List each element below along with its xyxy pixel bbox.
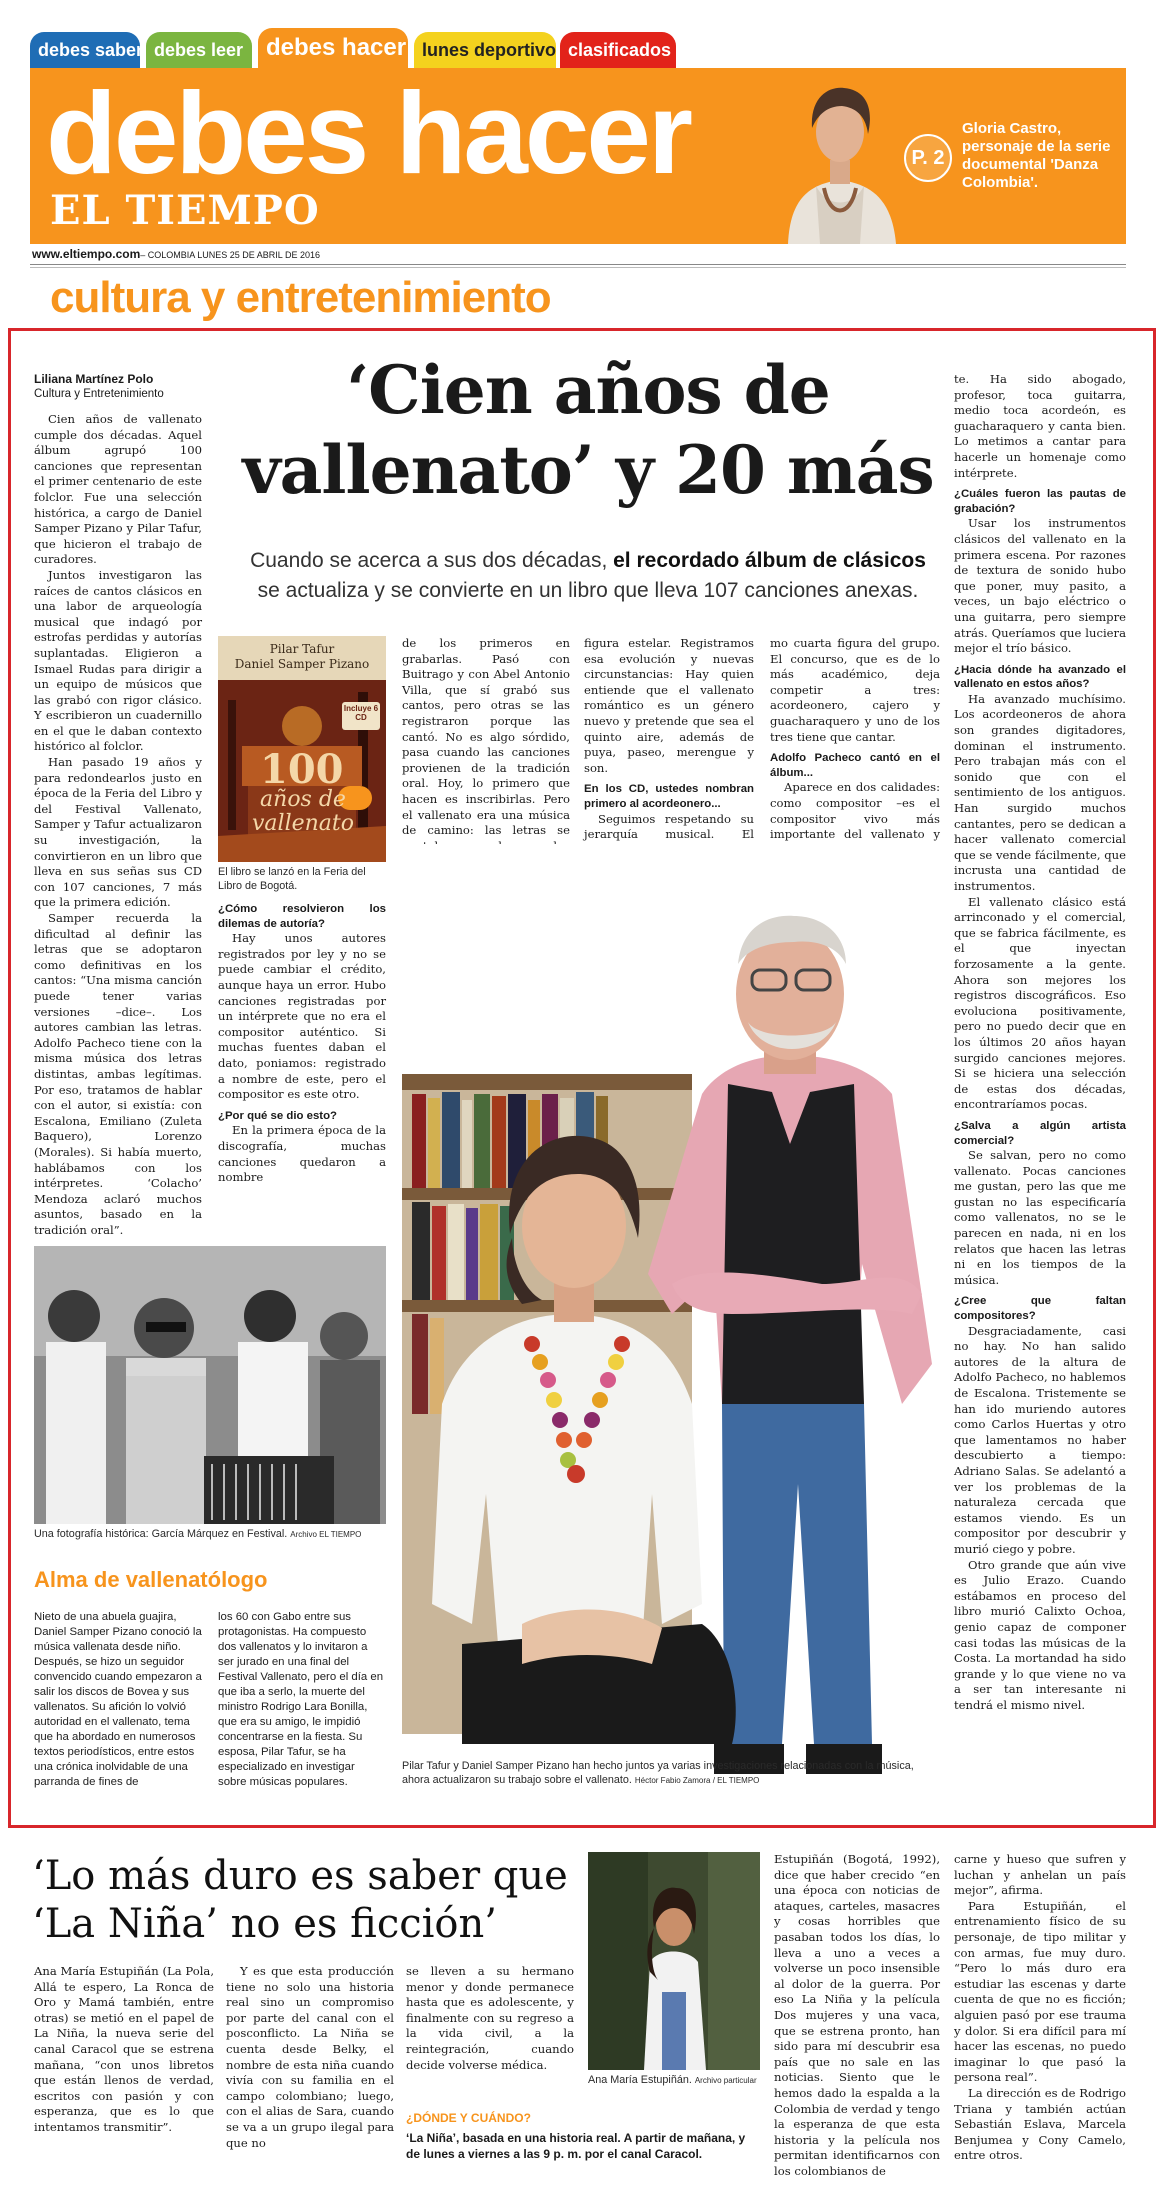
masthead-band xyxy=(30,68,1126,244)
dateline: – COLOMBIA LUNES 25 DE ABRIL DE 2016 xyxy=(140,250,320,260)
second-col-5: carne y hueso que sufren y luchan y anhelan un país mejor”, afirma. Para Estupiñán, el entrenamiento físico de su personaje, de tipo militar y con armas, fue muy duro. “Pero lo más duro era estudiar las escenas y darte cuenta de que no es ficción; alguien pasó por ese trauma y dolor. Si era difícil para mí hacer las escenas, no puedo imaginar lo que pasó la persona real”. La dirección es de Rodrigo Triana y también actúan Sebastián Eslava, Marcela Benjumea y Cony Camelo, entre otros. xyxy=(954,1852,1126,2163)
book-authors: Pilar Tafur Daniel Samper Pizano xyxy=(234,642,370,671)
article-col-6: te. Ha sido abogado, profesor, toca guitarra, medio toca acordeón, es guacharaquero y canta bien. Lo metimos a cantar para hacerle un homenaje como intérprete. ¿Cuáles fueron las pautas de grabación? Usar los instrumentos clásicos del vallenato en la primera escena. Por razones de textura de sonido hubo que poner, muy pasito, a veces, un bajo eléctrico o una guitarra, pero siempre atrás. Queríamos que luciera mejor el trío básico. ¿Hacia dónde ha avanzado el vallenato en estos años? Ha avanzado muchísimo. Los acordeoneros de ahora son grandes digitadores, dominan el instrumento. Pero trabajan más con el sonido que con el sentimiento de los antiguos. Han surgido muchos cantantes, pero se dedican a hacer vallenato comercial que se vende fácilmente, que incrusta una cantidad de instrumentos. El vallenato clásico está arrinconado y el comercial, que se fabrica fácilmente, es el que inyectan forzosamente a la gente. Ahora son mejores los registros discográficos. Eso evoluciona positivamente, pero no puedo decir que en los últimos 20 años hayan surgido canciones mejores. Si se hiciera una selección de estas dos décadas, encontraríamos pocas. ¿Salva a algún artista comercial? Se salvan, pero no como vallenato. Pocas canciones me gustan, pero las que me gustan no las especificaría como vallenatos, no se le parecen en nada, ni en los relatos que hacen las letras ni en los tiempos de la música. ¿Cree que faltan compositores? Desgraciadamente, casi no hay. No han salido autores de la altura de Adolfo Pacheco, no hablemos de Escalona. Tristemente se han ido muriendo autores como Carlos Huertas y otro que lamentamos no haber descubierto a tiempo: Adriano Salas. Se adelantó a ver los problemas de la naturaleza cercada que estamos viendo. Es un compositor por descubrir y murió ciego y pobre. Otro grande que aún vive es Julio Erazo. Cuando estábamos en proceso del libro murió Calixto Ochoa, genio capaz de componer casi todas las músicas de la Costa. La mortandad ha sido grande y lo que viene no va a ser tan interesante ni tendrá el mismo nivel. xyxy=(954,372,1126,1712)
second-col-4: Estupiñán (Bogotá, 1992), dice que haber crecido “en una época con noticias de ataques, carteles, masacres y cosas horribles que pasaban todos los días, lo lleva a uno a veces a volverse un poco insensible al dolor de la guerra. Por eso La Niña y la película Dos mujeres y una vaca, que se estrena pronto, han sido para mí descubrir esa país que no sale en las noticias. Siento que le hemos dado la espalda a la Colombia de verdad y tengo la esperanza de que esta historia y la película nos permitan identificarnos con los colombianos de xyxy=(774,1852,940,2178)
main-caption: Pilar Tafur y Daniel Samper Pizano han hecho juntos ya varias investigaciones relacionadas con la música, ahora actualizaron su trabajo sobre el vallenato. Héctor Fabio Zamora / EL TIEMPO xyxy=(402,1760,914,1786)
article-col-2: ¿Cómo resolvieron los dilemas de autoría? Hay unos autores registrados por ley y no se puede cambiar el crédito, aunque haya un error. Hubo canciones registradas por un intérprete que no era el compositor auténtico. Si muchas fuentes daban el dato, poniamos: registrado a nombre de este, pero el compositor es este otro. ¿Por qué se dio esto? En la primera época de la discografía, muchas canciones quedaron a nombre xyxy=(218,903,386,1185)
tab-debes-hacer[interactable]: debes hacer xyxy=(258,28,408,68)
byline-section: Cultura y Entretenimiento xyxy=(34,388,164,400)
book-cover xyxy=(218,636,386,862)
sidebar-col-2: los 60 con Gabo entre sus protagonistas. Ha compuesto dos vallenatos y lo invitaron a ser jurado en una final del Festival Vallenato, pero el día en que iba a serlo, la muerte del ministro Rodrigo Lara Bonilla, que era su amigo, le impidió concentrarse en la fiesta. Su esposa, Pilar Tafur, se ha especializado en investigar sobre músicas populares. xyxy=(218,1611,384,1788)
second-headline: ‘Lo más duro es saber que ‘La Niña’ no es ficción’ xyxy=(32,1853,568,1947)
sidebar-col-1: Nieto de una abuela guajira, Daniel Samper Pizano conoció la música vallenata desde niño. Después, se hizo un seguidor convencido cuando empezaron a salir los discos de Bovea y sus vallenatos. Su afición lo volvió autoridad en el vallenato, tema que ha abordado en numerosos textos periodísticos, entre estos una crónica inolvidable de una parranda de fines de xyxy=(34,1611,202,1788)
actress-photo xyxy=(588,1852,760,2070)
article-col-5: mo cuarta figura del grupo. El concurso, que es de lo más académico, deja competir a tres: acordeonero, cajero y guacharaquero y uno de los tres tiene que cantar. Adolfo Pacheco cantó en el álbum... Aparece en dos calidades: como compositor –es el compositor vivo más importante del vallenato y xyxy=(770,636,940,842)
book-title-number: 100 xyxy=(260,746,344,793)
byline: Liliana Martínez Polo xyxy=(34,372,154,386)
second-col-2: Y es que esta producción tiene no solo una historia real sino un compromiso por parte del canal con el posconflicto. La Niña se cuenta desde Belky, el nombre de esta niña cuando vivía con su familia en el campo colombiano; luego, con el alias de Sara, cuando se va a un grupo ilegal para que no xyxy=(226,1964,394,2150)
tab-debes-saber[interactable]: debes saber xyxy=(30,32,140,68)
masthead-rule xyxy=(30,264,1126,265)
article-col-4: figura estelar. Registramos esa evolución y nuevas circunstancias: Hay quien entiende que el vallenato romántico es un género nuevo y pretende que sea el quinto aire, además de puya, paseo, merengue y son. En los CD, ustedes nombran primero al acordeonero... Seguimos respetando su jerarquía musical. El xyxy=(584,636,754,842)
page-tag[interactable]: P. 2 xyxy=(904,134,952,182)
historic-photo xyxy=(34,1246,386,1524)
deck: Cuando se acerca a sus dos décadas, el recordado álbum de clásicos se actualiza y se convierte en un libro que lleva 107 canciones anexas. xyxy=(250,549,926,602)
sidebar-title: Alma de vallenatólogo xyxy=(34,1567,268,1592)
teaser-portrait xyxy=(770,68,910,244)
book-caption: El libro se lanzó en la Feria del Libro de Bogotá. xyxy=(218,866,366,892)
masthead-brand: EL TIEMPO xyxy=(50,187,320,234)
tab-lunes-deportivo[interactable]: lunes deportivo xyxy=(414,32,556,68)
masthead-rule-2 xyxy=(30,267,1126,268)
second-col-3: se lleven a su hermano menor y donde permanece hasta que es adolescente, y finalmente con su regreso a la vida civil, a la reintegración, cuando decide volverse médica. xyxy=(406,1964,574,2072)
masthead-title: debes hacer xyxy=(46,68,691,198)
when-title: ¿DÓNDE Y CUÁNDO? xyxy=(406,2111,531,2125)
historic-caption: Una fotografía histórica: García Márquez en Festival. Archivo EL TIEMPO xyxy=(34,1528,362,1540)
headline: ‘Cien años de vallenato’ y 20 más xyxy=(242,351,934,509)
tab-debes-leer[interactable]: debes leer xyxy=(146,32,252,68)
tab-clasificados[interactable]: clasificados xyxy=(560,32,676,68)
second-col-1: Ana María Estupiñán (La Pola, Allá te espero, La Ronca de Oro y Mamá también, entre otras) se metió en el papel de La Niña, la nueva serie del canal Caracol que se estrena mañana, “con unos libretos que están llenos de verdad, escritos con pasión y con esperanza, que es lo que intentamos transmitir”. xyxy=(34,1964,214,2134)
article-col-3: de los primeros en grabarlas. Pasó con Buitrago y con Abel Antonio Villa, que sí grabó sus cantos, pero otras se las registraron porque las cantó. No es algo sórdido, pasa cuando las canciones provienen de la tradición oral. Hoy, lo primero que hacen es inscribirlas. Pero el vallenato era una música de camino: las letras se xyxy=(402,636,570,838)
when-text: ‘La Niña’, basada en una historia real. A partir de mañana, y de lunes a viernes a las 9 p. m. por el canal Caracol. xyxy=(406,2131,746,2161)
article-col-1: Cien años de vallenato cumple dos décadas. Aquel álbum agrupó 100 canciones que representan el primer centenario de este folclor. Fue una selección histórica, a cargo de Daniel Samper Pizano y Pilar Tafur, que hicieron el trabajo de curadores. Juntos investigaron las raíces de cantos clásicos en una labor de arqueología musical que indagó por estrofas perdidas y autorías suplantadas. Eligieron a Ismael Rudas para dirigir a un equipo de músicos que las grabó con rigor clásico. Y escribieron un cuadernillo en el que le daban contexto histórico al folclor. Han pasado 19 años y para redondearlos justo en época de la Feria del Libro y del Festival Vallenato, Samper y Tafur actualizaron su investigación, la convirtieron en un libro que lleva en sus señas sus CD con 107 canciones, 7 más que la primera edición. Samper recuerda la dificultad al definir las letras que se adoptaron como definitivas en los cantos: “Una misma canción puede tener varias versiones –dice–. Los autores cambian las letras. Adolfo Pacheco tiene con la misma música dos letras distintas, ambas legítimas. Por eso, tratamos de hablar con el autor, si existía: con Escalona, Emiliano (Zuleta Baquero), Lorenzo (Morales). Si había muerto, hablábamos con los intérpretes. ‘Colacho’ Mendoza aclaró muchos asuntos, basado en la tradición oral”. xyxy=(34,412,203,1237)
website[interactable]: www.eltiempo.com– COLOMBIA LUNES 25 DE ABRIL DE 2016 xyxy=(32,247,320,261)
book-title-words: años de vallenato xyxy=(251,787,354,836)
main-photo xyxy=(402,844,940,1784)
when-box xyxy=(406,2110,750,2180)
section-heading: cultura y entretenimiento xyxy=(50,273,551,322)
actress-caption: Ana María Estupiñán. Archivo particular xyxy=(588,2074,757,2086)
teaser-text[interactable]: Gloria Castro, personaje de la serie documental 'Danza Colombia'. xyxy=(962,120,1111,191)
book-badge: Incluye 6 CD xyxy=(343,704,379,722)
